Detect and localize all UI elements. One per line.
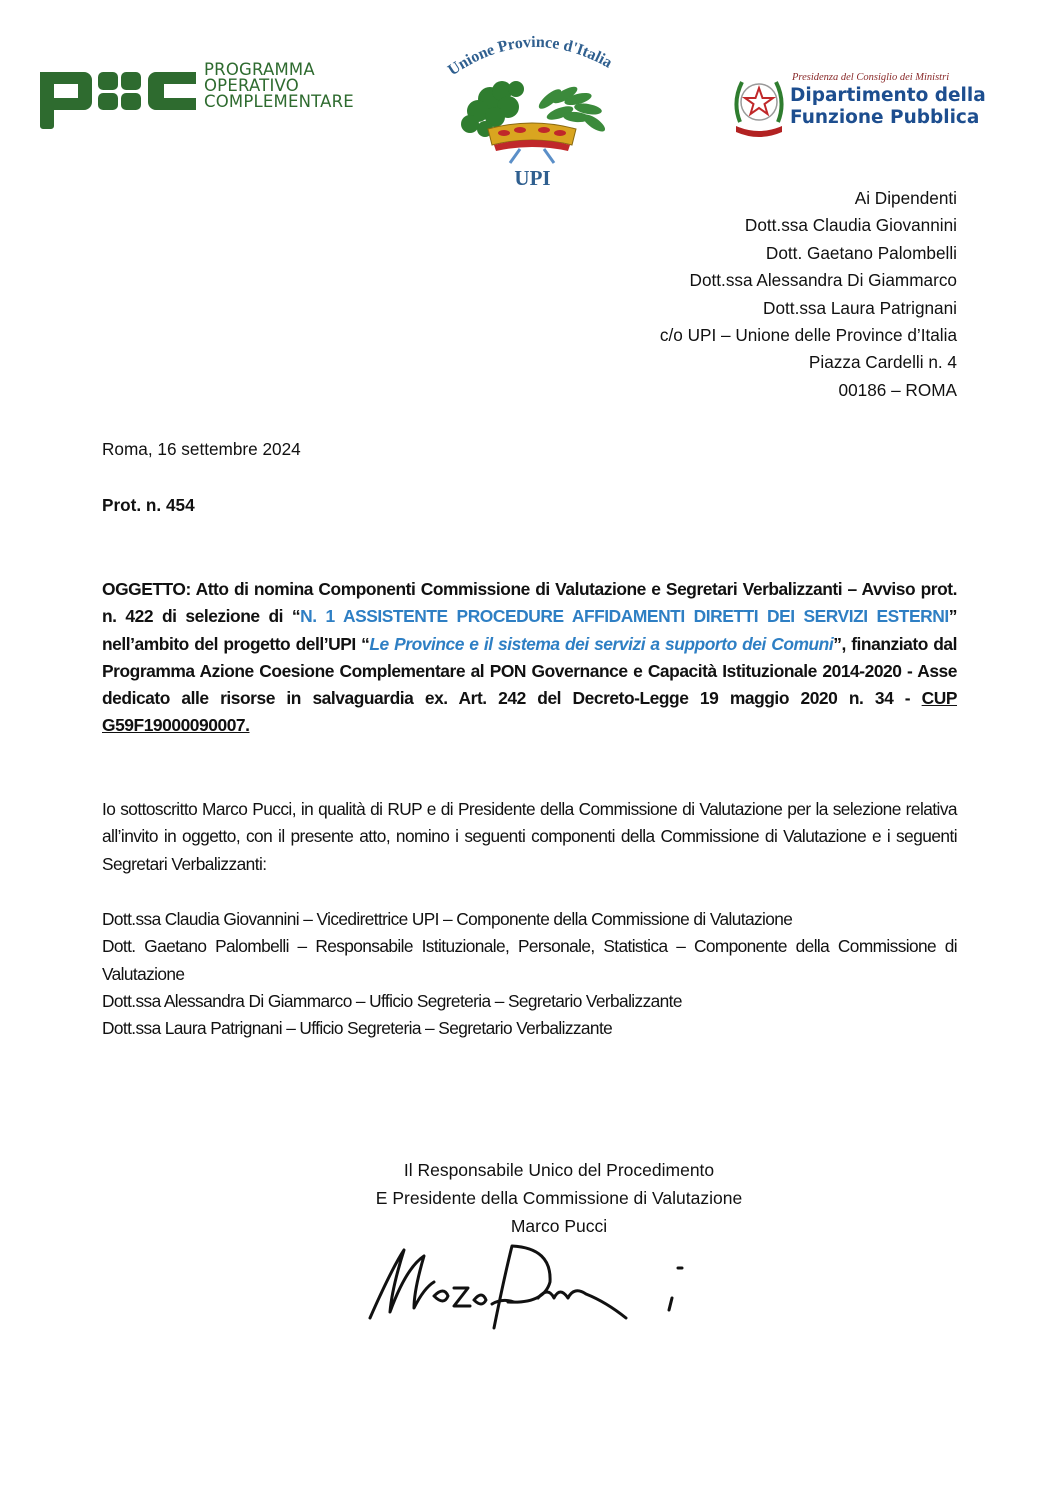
- recipient-line: c/o UPI – Unione delle Province d’Italia: [659, 325, 957, 346]
- body-paragraph: Io sottoscritto Marco Pucci, in qualità di RUP e di Presidente della Commissione di Valutazione per la selezione relativa all’invito in oggetto, con il presente atto, nomino i seguenti componenti della Commissione di Valutazione e i seguenti Segretari Verbalizzanti:: [102, 799, 957, 874]
- member-item: Dott. Gaetano Palombelli – Responsabile Istituzionale, Personale, Statistica – Componente della Commissione di Valutazione: [102, 936, 957, 984]
- date-line: Roma, 16 settembre 2024: [102, 439, 301, 459]
- subject-connector: ” nell’ambito del progetto dell’UPI “: [102, 606, 957, 654]
- handwritten-signature-icon: [362, 1238, 702, 1338]
- dfp-presidenza-text: Presidenza del Consiglio dei Ministri: [792, 72, 950, 83]
- subject-funding: ”, finanziato dal Programma Azione Coesione Complementare al PON Governance e Capacità Istituzionale 2014-2020 - Asse dedicato alle risorse in salvaguardia ex. Art. 242 del Decreto-Legge 19 maggio 2020 n. 34 -: [102, 633, 957, 709]
- members-list: [102, 906, 957, 1042]
- poc-logo-text: [204, 62, 354, 110]
- upi-crown-emblem-icon: [450, 69, 615, 164]
- protocol-number: Prot. n. 454: [102, 495, 195, 515]
- subject-position-title: N. 1 ASSISTENTE PROCEDURE AFFIDAMENTI DIRETTI DEI SERVIZI ESTERNI: [300, 606, 949, 627]
- signature-block: [0, 1156, 1058, 1240]
- recipient-line: Dott.ssa Laura Patrignani: [763, 297, 957, 318]
- recipient-line: 00186 – ROMA: [838, 379, 957, 400]
- dfp-title-line-1: Dipartimento della: [790, 85, 986, 106]
- upi-logo: [440, 24, 625, 190]
- poc-line-2: OPERATIVO: [204, 76, 299, 95]
- signer-role-line-2: E Presidente della Commissione di Valutazione: [375, 1188, 743, 1208]
- subject-intro: OGGETTO: Atto di nomina Componenti Commissione di Valutazione e Segretari Verbalizzanti – Avviso prot. n. 422 di selezione di “: [102, 579, 957, 627]
- poc-logo-mark-icon: [38, 58, 198, 130]
- poc-line-1: PROGRAMMA: [204, 60, 315, 79]
- dfp-title-line-2: Funzione Pubblica: [790, 107, 980, 128]
- subject-cup-code: CUP G59F19000090007.: [102, 688, 957, 736]
- recipient-line: Dott. Gaetano Palombelli: [765, 242, 957, 263]
- poc-line-3: COMPLEMENTARE: [204, 92, 354, 111]
- italian-republic-emblem-icon: [730, 72, 788, 138]
- dfp-title: [790, 85, 986, 129]
- poc-logo: [38, 58, 368, 130]
- svg-text:Unione Province d'Italia: Unione Province d'Italia: [444, 33, 615, 80]
- dfp-logo: [730, 70, 985, 140]
- signer-name: Marco Pucci: [510, 1216, 608, 1236]
- recipient-line: Piazza Cardelli n. 4: [808, 352, 957, 373]
- member-item: Dott.ssa Claudia Giovannini – Vicedirettrice UPI – Componente della Commissione di Valutazione: [102, 909, 793, 929]
- signer-role-line-1: Il Responsabile Unico del Procedimento: [403, 1160, 715, 1180]
- subject-project-title: Le Province e il sistema dei servizi a supporto dei Comuni: [369, 633, 834, 654]
- recipients-block: [660, 185, 957, 404]
- recipient-line: Ai Dipendenti: [854, 188, 957, 208]
- upi-label: UPI: [514, 166, 551, 190]
- recipient-line: Dott.ssa Claudia Giovannini: [744, 215, 957, 236]
- member-item: Dott.ssa Alessandra Di Giammarco – Ufficio Segreteria – Segretario Verbalizzante: [102, 990, 682, 1011]
- member-item: Dott.ssa Laura Patrignani – Ufficio Segreteria – Segretario Verbalizzante: [102, 1018, 613, 1039]
- subject-paragraph: [102, 576, 957, 740]
- recipient-line: Dott.ssa Alessandra Di Giammarco: [689, 270, 957, 291]
